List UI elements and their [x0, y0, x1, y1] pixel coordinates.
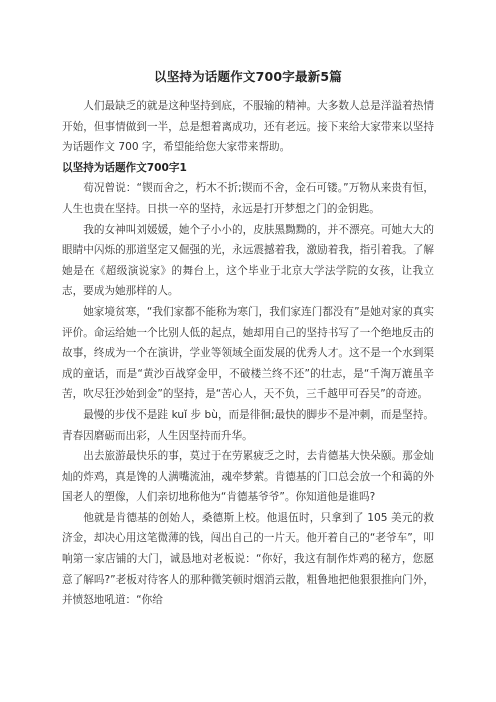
paragraph: 出去旅游最快乐的事，莫过于在劳累疲乏之时，去肯德基大快朵颐。那金灿灿的炸鸡，真是馋的人满嘴流油，魂牵梦萦。肯德基的门口总会放一个和蔼的外国老人的塑像，人们亲切地称他为“肯德基爷爷”。你知道他是谁吗?	[62, 450, 434, 504]
paragraph: 我的女神叫刘媛媛，她个子小小的，皮肤黑黝黝的，并不漂亮。可她大大的眼睛中闪烁的那道坚定又倔强的光，永远震撼着我，激励着我，指引着我。了解她是在《超级演说家》的舞台上，这个毕业于北京大学法学院的女孩，让我立志，要成为她那样的人。	[62, 223, 434, 298]
paragraph: 荀况曾说：“锲而舍之，朽木不折;锲而不舍，金石可镂。”万物从来贵有恒，人生也贵在坚持。日拱一卒的坚持，永远是打开梦想之门的金钥匙。	[62, 182, 434, 215]
paragraph: 最慢的步伐不是跬 kuǐ 步 bù，而是徘徊;最快的脚步不是冲刺，而是坚持。青春因磨砺而出彩，人生因坚持而升华。	[62, 408, 434, 442]
document-body	[62, 96, 434, 611]
paragraph: 他就是肯德基的创始人，桑德斯上校。他退伍时，只拿到了 105 美元的救济金，却决心用这笔微薄的钱，闯出自己的一片天。他开着自己的“老爷车”，叩响第一家店铺的大门，诚恳地对老板说：“你好，我这有制作炸鸡的秘方，您愿意了解吗?”老板对待客人的那种微笑顿时烟消云散，粗鲁地把他狠狠推向门外，并愤怒地吼道：“你给	[62, 511, 434, 607]
paragraph-intro: 人们最缺乏的就是这种坚持到底，不服输的精神。大多数人总是洋溢着热情开始，但事情做到一半，总是想着离成功，还有老远。接下来给大家带来以坚持为话题作文 700 字，希望能给您大家带来帮助。	[62, 100, 434, 154]
section-heading: 以坚持为话题作文700字1	[62, 161, 187, 174]
document-title: 以坚持为话题作文700字最新5篇	[154, 69, 342, 84]
paragraph: 她家境贫寒，“我们家都不能称为寒门，我们家连门都没有”是她对家的真实评价。命运给她一个比别人低的起点，她却用自己的坚持书写了一个绝地反击的故事，终成为一个在演讲，学业等领域全面发展的优秀人才。这不是一个水到渠成的童话，而是“黄沙百战穿金甲，不破楼兰终不还”的壮志，是“千淘万漉虽辛苦，吹尽狂沙始到金”的坚持，是“苦心人，天不负，三千越甲可吞吴”的奇迹。	[62, 305, 434, 401]
